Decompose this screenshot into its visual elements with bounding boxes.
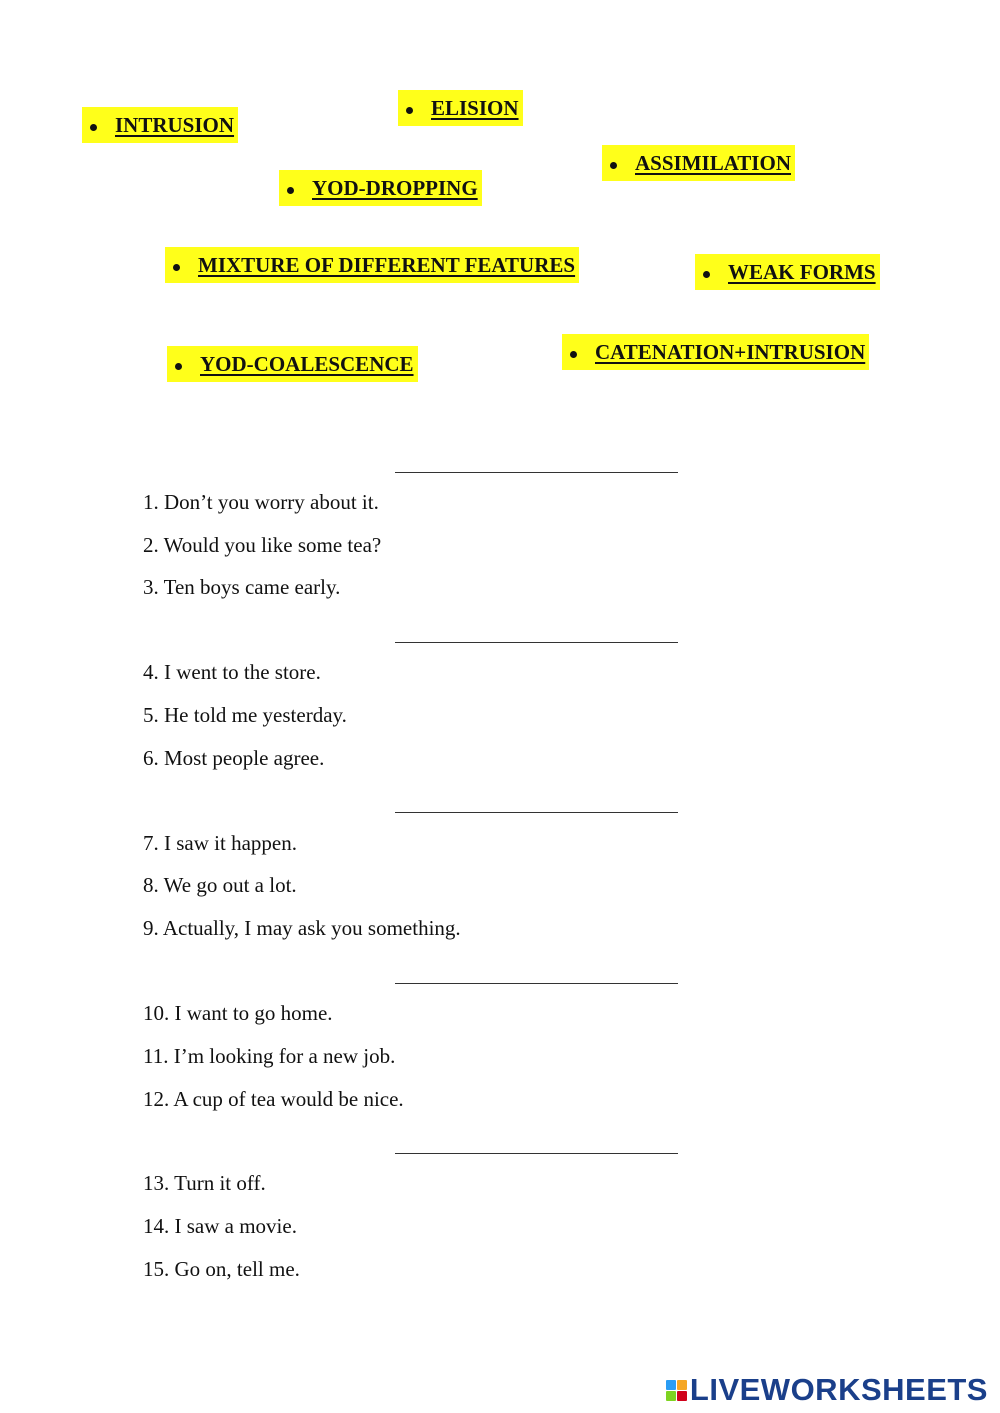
sentence-15: 15. Go on, tell me.	[143, 1257, 300, 1281]
sentence-12: 12. A cup of tea would be nice.	[143, 1087, 404, 1111]
bullet-icon	[570, 351, 577, 358]
option-weak-forms[interactable]	[695, 254, 880, 290]
option-label: MIXTURE OF DIFFERENT FEATURES	[198, 253, 576, 277]
sentence-14: 14. I saw a movie.	[143, 1214, 297, 1238]
liveworksheets-logo	[666, 1373, 988, 1407]
sentence-4: 4. I went to the store.	[143, 660, 321, 684]
brand-name: LIVEWORKSHEETS	[689, 1372, 988, 1407]
answer-blank-2[interactable]	[395, 642, 678, 643]
option-label: CATENATION+INTRUSION	[595, 340, 866, 364]
option-elision[interactable]	[398, 90, 523, 126]
option-label: INTRUSION	[115, 113, 235, 137]
sentence-2: 2. Would you like some tea?	[143, 533, 382, 557]
sentence-6: 6. Most people agree.	[143, 746, 325, 770]
sentence-5: 5. He told me yesterday.	[143, 703, 347, 727]
sentence-10: 10. I want to go home.	[143, 1001, 333, 1025]
option-yod-coalescence[interactable]	[167, 346, 418, 382]
option-intrusion[interactable]	[82, 107, 238, 143]
sentence-9: 9. Actually, I may ask you something.	[143, 916, 461, 940]
bullet-icon	[90, 124, 97, 131]
option-mixture-of-different-features[interactable]	[165, 247, 579, 283]
sentence-13: 13. Turn it off.	[143, 1171, 266, 1195]
answer-blank-3[interactable]	[395, 812, 678, 813]
option-yod-dropping[interactable]	[279, 170, 482, 206]
sentence-11: 11. I’m looking for a new job.	[143, 1044, 396, 1068]
answer-blank-1[interactable]	[395, 472, 678, 473]
option-label: ELISION	[431, 96, 519, 120]
option-label: ASSIMILATION	[635, 151, 791, 175]
option-catenation-intrusion[interactable]	[562, 334, 869, 370]
sentence-8: 8. We go out a lot.	[143, 873, 297, 897]
bullet-icon	[610, 162, 617, 169]
liveworksheets-icon	[666, 1380, 687, 1401]
option-assimilation[interactable]	[602, 145, 795, 181]
option-label: YOD-DROPPING	[312, 176, 478, 200]
answer-blank-5[interactable]	[395, 1153, 678, 1154]
option-label: WEAK FORMS	[728, 260, 876, 284]
bullet-icon	[287, 187, 294, 194]
bullet-icon	[175, 363, 182, 370]
bullet-icon	[406, 107, 413, 114]
sentence-3: 3. Ten boys came early.	[143, 575, 341, 599]
answer-blank-4[interactable]	[395, 983, 678, 984]
option-label: YOD-COALESCENCE	[200, 352, 414, 376]
sentence-7: 7. I saw it happen.	[143, 831, 297, 855]
sentence-1: 1. Don’t you worry about it.	[143, 490, 379, 514]
bullet-icon	[703, 271, 710, 278]
bullet-icon	[173, 264, 180, 271]
